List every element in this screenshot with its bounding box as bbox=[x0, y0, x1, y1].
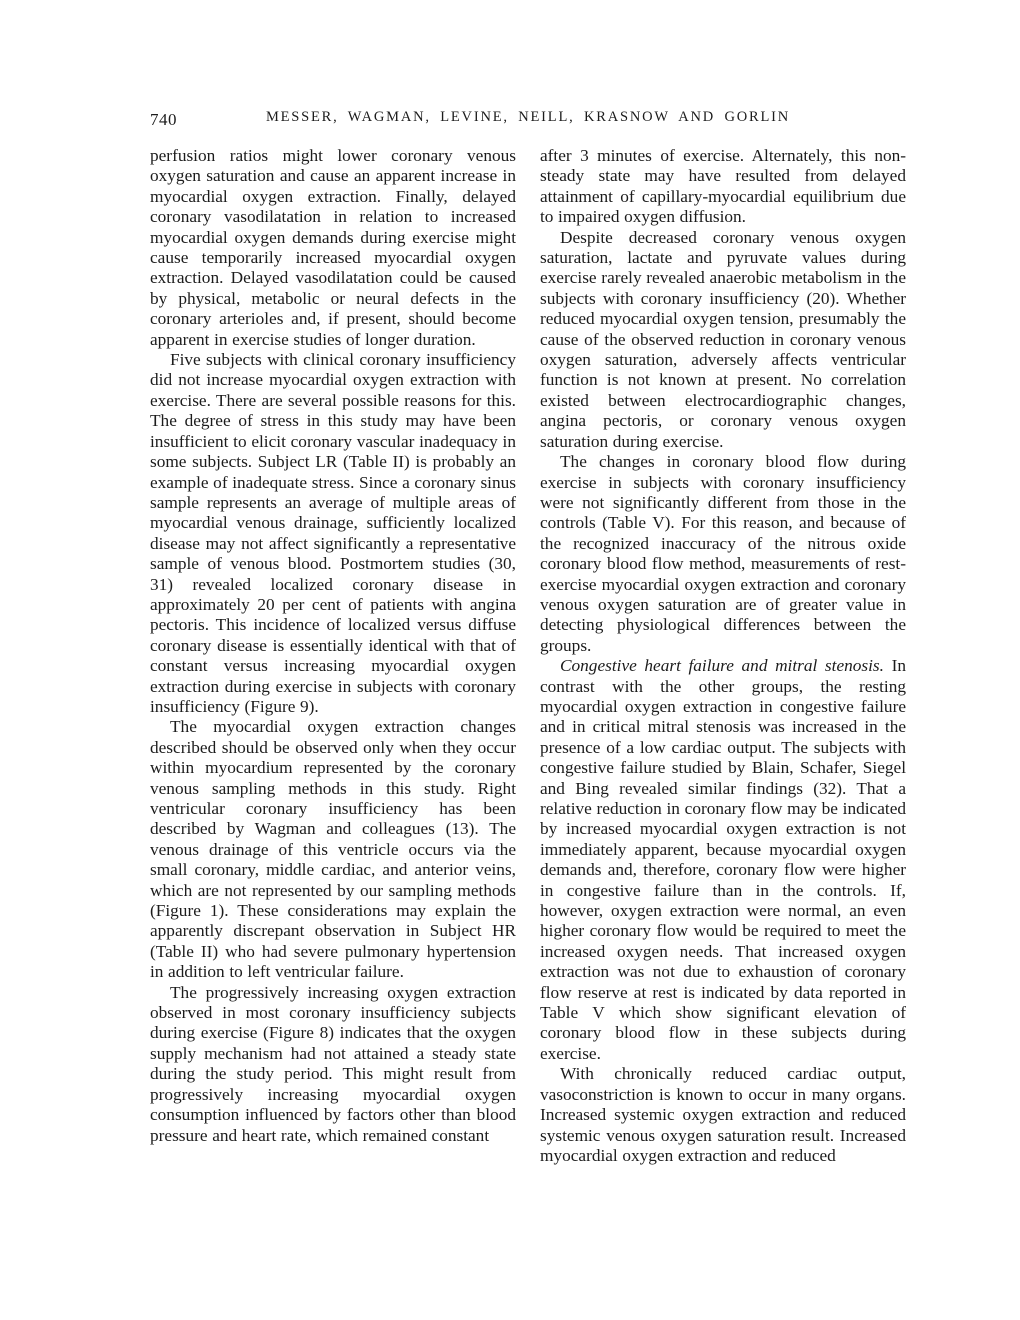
running-title: MESSER, WAGMAN, LEVINE, NEILL, KRASNOW AND GORLIN bbox=[265, 109, 791, 125]
paragraph: Five subjects with clinical coronary insufficiency did not increase myocardial oxygen extraction with exercise. There are several possible reasons for this. The degree of stress in this study may have been insufficient to elicit coronary vascular inadequacy in some subjects. Subject LR (Table II) is probably an example of inadequate stress. Since a coronary sinus sample represents an average of multiple areas of myocardial venous drainage, sufficiently localized disease may not affect significantly a representative sample of venous blood. Postmortem studies (30, 31) revealed localized coronary disease in approximately 20 per cent of patients with angina pectoris. This incidence of localized versus diffuse coronary disease is essentially identical with that of constant versus increasing myocardial oxygen extraction during exercise in subjects with coronary insufficiency (Figure 9). bbox=[150, 350, 516, 716]
right-column bbox=[540, 146, 906, 1166]
paragraph: perfusion ratios might lower coronary venous oxygen saturation and cause an apparent increase in myocardial oxygen extraction. Finally, delayed coronary vasodilatation in relation to increased myocardial oxygen demands during exercise might cause temporarily increased myocardial oxygen extraction. Delayed vasodilatation could be caused by physical, metabolic or neural defects in the coronary arterioles and, if present, should become apparent in exercise studies of longer duration. bbox=[150, 146, 516, 349]
paragraph: The changes in coronary blood flow during exercise in subjects with coronary insufficiency were not significantly different from those in the controls (Table V). For this reason, and because of the recognized inaccuracy of the nitrous oxide coronary blood flow method, measurements of rest-exercise myocardial oxygen extraction and coronary venous oxygen saturation are of greater value in detecting physiological differences between the groups. bbox=[540, 452, 906, 655]
running-header bbox=[150, 109, 906, 131]
paragraph: With chronically reduced cardiac output, vasoconstriction is known to occur in many organs. Increased systemic oxygen extraction and reduced systemic venous oxygen saturation result. Increased myocardial oxygen extraction and reduced bbox=[540, 1064, 906, 1165]
paragraph: after 3 minutes of exercise. Alternately, this non-steady state may have resulted from delayed attainment of capillary-myocardial equilibrium due to impaired oxygen diffusion. bbox=[540, 146, 906, 227]
page-number: 740 bbox=[150, 110, 177, 129]
text-columns bbox=[150, 146, 906, 1166]
paragraph: Despite decreased coronary venous oxygen saturation, lactate and pyruvate values during exercise rarely revealed anaerobic metabolism in the subjects with coronary insufficiency (20). Whether reduced myocardial oxygen tension, presumably the cause of the observed reduction in coronary venous oxygen saturation, adversely affects ventricular function is not known at present. No correlation existed between electrocardiographic changes, angina pectoris, or coronary venous oxygen saturation during exercise. bbox=[540, 227, 906, 451]
paragraph: Congestive heart failure and mitral stenosis. In contrast with the other groups, the resting myocardial oxygen extraction in congestive failure and in critical mitral stenosis was increased in the presence of a low cardiac output. The subjects with congestive failure studied by Blain, Schafer, Siegel and Bing revealed similar findings (32). That a relative reduction in coronary flow may be indicated by increased myocardial oxygen extraction is not immediately apparent, because myocardial oxygen demands and, therefore, coronary flow were higher in congestive failure than in the controls. If, however, oxygen extraction were normal, an even higher coronary flow would be required to meet the increased oxygen needs. That increased oxygen extraction was not due to exhaustion of coronary flow reserve at rest is indicated by data reported in Table V which show significant elevation of coronary blood flow in these subjects during exercise. bbox=[540, 656, 906, 1063]
paragraph: The myocardial oxygen extraction changes described should be observed only when they occur within myocardium represented by the coronary venous sampling methods in this study. Right ventricular coronary insufficiency has been described by Wagman and colleagues (13). The venous drainage of this ventricle occurs via the small coronary, middle cardiac, and anterior veins, which are not represented by our sampling methods (Figure 1). These considerations may explain the apparently discrepant observation in Subject HR (Table II) who had severe pulmonary hypertension in addition to left ventricular failure. bbox=[150, 717, 516, 982]
paragraph: The progressively increasing oxygen extraction observed in most coronary insufficiency subjects during exercise (Figure 8) indicates that the oxygen supply mechanism had not attained a steady state during the study period. This might result from progressively increasing myocardial oxygen consumption influenced by factors other than blood pressure and heart rate, which remained constant bbox=[150, 982, 516, 1145]
italic-lead: Congestive heart failure and mitral stenosis. bbox=[560, 656, 884, 676]
left-column bbox=[150, 146, 516, 1166]
